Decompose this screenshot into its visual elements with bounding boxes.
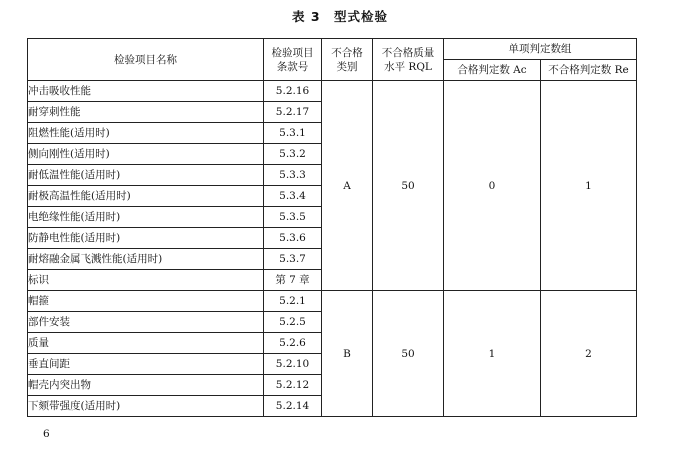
clause-cell: 5.2.12 — [264, 375, 322, 396]
item-name-cell: 侧向刚性(适用时) — [28, 144, 264, 165]
ac-cell: 1 — [444, 291, 541, 417]
item-name-cell: 垂直间距 — [28, 354, 264, 375]
clause-cell: 5.3.7 — [264, 249, 322, 270]
header-clause — [264, 39, 322, 81]
clause-cell: 第 7 章 — [264, 270, 322, 291]
rql-cell: 50 — [373, 81, 444, 291]
clause-cell: 5.3.2 — [264, 144, 322, 165]
item-name-cell: 下颏带强度(适用时) — [28, 396, 264, 417]
clause-cell: 5.2.6 — [264, 333, 322, 354]
table-body — [28, 81, 637, 417]
clause-cell: 5.2.14 — [264, 396, 322, 417]
clause-cell: 5.3.3 — [264, 165, 322, 186]
header-rql-line1: 不合格质量 — [381, 46, 435, 59]
item-name-cell: 帽箍 — [28, 291, 264, 312]
item-name-cell: 标识 — [28, 270, 264, 291]
table-title: 表 3 型式检验 — [291, 9, 389, 24]
category-cell: B — [322, 291, 373, 417]
clause-cell: 5.2.17 — [264, 102, 322, 123]
rql-cell: 50 — [373, 291, 444, 417]
page-number: 6 — [43, 428, 50, 440]
clause-cell: 5.3.4 — [264, 186, 322, 207]
re-cell: 2 — [541, 291, 637, 417]
type-inspection-table — [27, 38, 637, 417]
clause-cell: 5.2.1 — [264, 291, 322, 312]
header-clause-line2: 条款号 — [276, 60, 309, 73]
item-name-cell: 电绝缘性能(适用时) — [28, 207, 264, 228]
clause-cell: 5.2.10 — [264, 354, 322, 375]
ac-cell: 0 — [444, 81, 541, 291]
item-name-cell: 耐低温性能(适用时) — [28, 165, 264, 186]
header-rql — [373, 39, 444, 81]
header-category — [322, 39, 373, 81]
item-name-cell: 质量 — [28, 333, 264, 354]
item-name-cell: 耐熔融金属飞溅性能(适用时) — [28, 249, 264, 270]
item-name-cell: 冲击吸收性能 — [28, 81, 264, 102]
category-cell: A — [322, 81, 373, 291]
clause-cell: 5.3.6 — [264, 228, 322, 249]
item-name-cell: 耐极高温性能(适用时) — [28, 186, 264, 207]
clause-cell: 5.3.1 — [264, 123, 322, 144]
item-name-cell: 防静电性能(适用时) — [28, 228, 264, 249]
header-rql-line2: 水平 RQL — [384, 60, 432, 73]
item-name-cell: 帽壳内突出物 — [28, 375, 264, 396]
header-re: 不合格判定数 Re — [541, 60, 637, 81]
header-ac: 合格判定数 Ac — [444, 60, 541, 81]
re-cell: 1 — [541, 81, 637, 291]
header-category-line2: 类别 — [336, 60, 358, 73]
header-clause-line1: 检验项目 — [271, 46, 314, 59]
table-row — [28, 81, 637, 102]
clause-cell: 5.2.5 — [264, 312, 322, 333]
table-row — [28, 291, 637, 312]
clause-cell: 5.2.16 — [264, 81, 322, 102]
item-name-cell: 耐穿刺性能 — [28, 102, 264, 123]
header-judgement-group: 单项判定数组 — [444, 39, 637, 60]
header-item-name: 检验项目名称 — [28, 39, 264, 81]
item-name-cell: 阻燃性能(适用时) — [28, 123, 264, 144]
item-name-cell: 部件安装 — [28, 312, 264, 333]
header-category-line1: 不合格 — [331, 46, 363, 59]
clause-cell: 5.3.5 — [264, 207, 322, 228]
